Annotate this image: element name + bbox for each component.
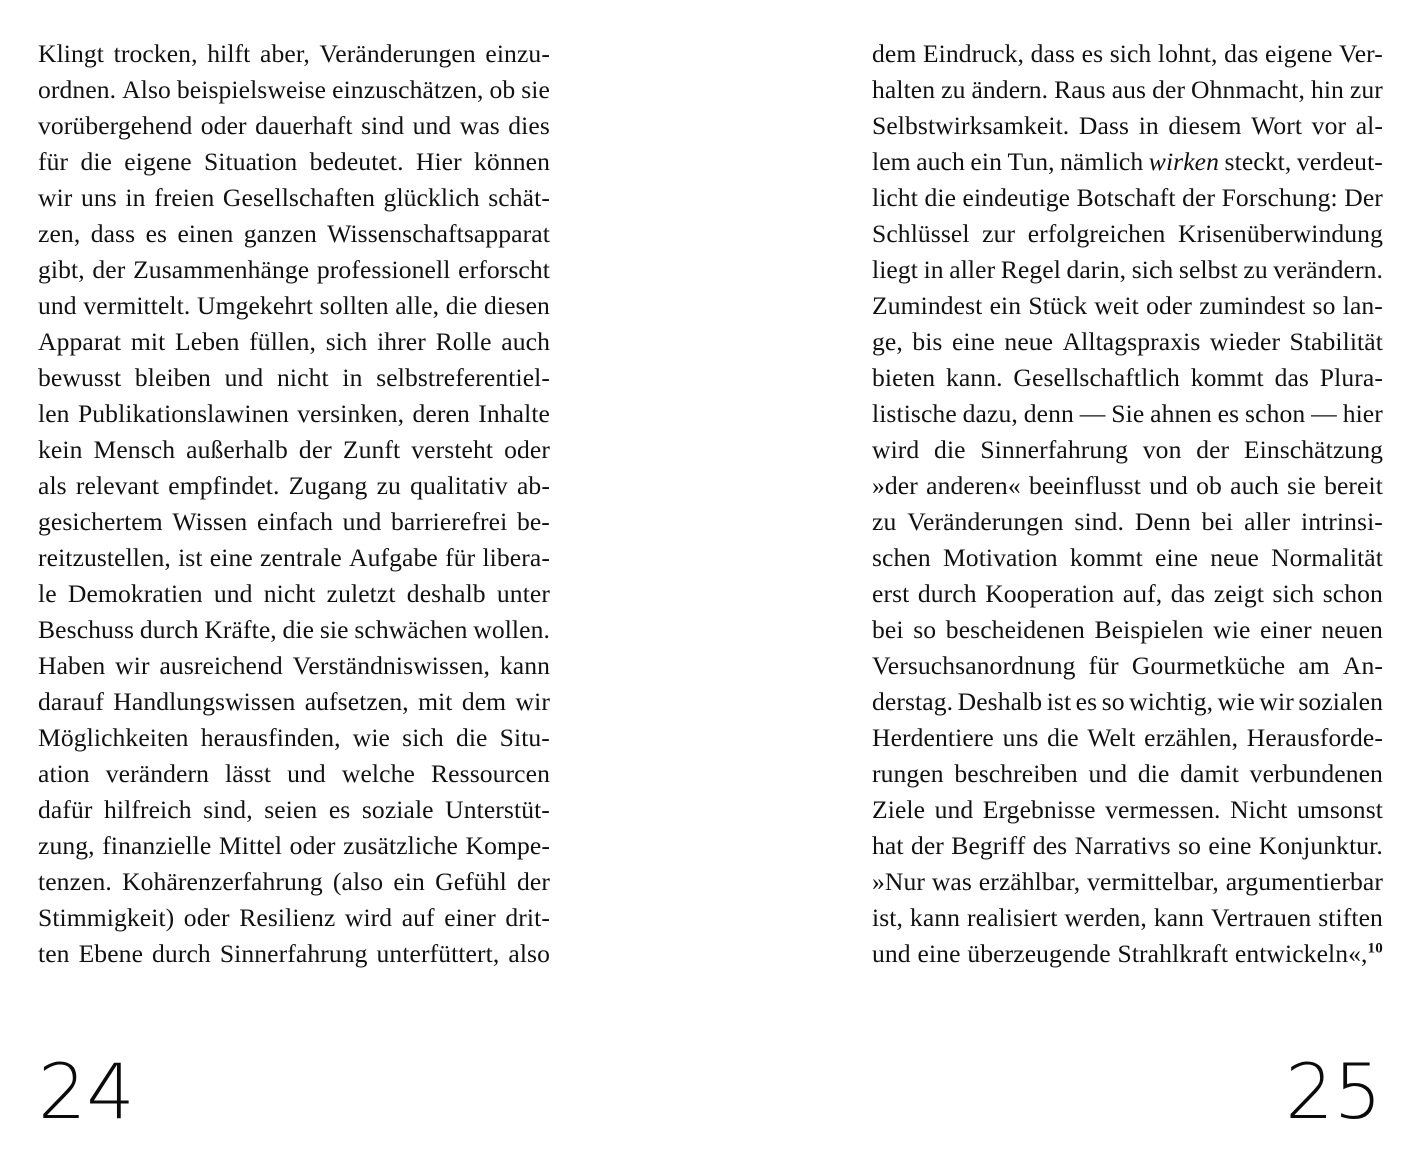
text-line: bei so bescheidenen Beispielen wie einer neuen bbox=[872, 615, 1383, 644]
page-right bbox=[709, 0, 1418, 1152]
text-line: Möglichkeiten herausfinden, wie sich die Situ- bbox=[38, 723, 550, 752]
page-number-right: 25 bbox=[1285, 1047, 1382, 1136]
page-number-left: 24 bbox=[38, 1047, 135, 1136]
text-line: ten Ebene durch Sinnerfahrung unterfüttert, also bbox=[38, 939, 550, 968]
text-line: für die eigene Situation bedeutet. Hier können bbox=[38, 147, 550, 176]
text-line: Ziele und Ergebnisse vermessen. Nicht umsonst bbox=[872, 795, 1383, 824]
text-line: tenzen. Kohärenzerfahrung (also ein Gefühl der bbox=[38, 867, 550, 896]
text-line: zen, dass es einen ganzen Wissenschaftsapparat bbox=[38, 219, 550, 248]
text-line: reitzustellen, ist eine zentrale Aufgabe für libera- bbox=[38, 543, 550, 572]
text-line: Versuchsanordnung für Gourmetküche am An- bbox=[872, 651, 1383, 680]
text-line: darauf Handlungswissen aufsetzen, mit dem wir bbox=[38, 687, 550, 716]
text-line: licht die eindeutige Botschaft der Forschung: Der bbox=[872, 183, 1383, 212]
text-line: hat der Begriff des Narrativs so eine Konjunktur. bbox=[872, 831, 1383, 860]
text-line: len Publikationslawinen versinken, deren Inhalte bbox=[38, 399, 550, 428]
text-line: rungen beschreiben und die damit verbundenen bbox=[872, 759, 1383, 788]
text-line: Schlüssel zur erfolgreichen Krisenüberwindung bbox=[872, 219, 1383, 248]
text-line: »der anderen« beeinflusst und ob auch sie bereit bbox=[872, 471, 1383, 500]
text-line: Haben wir ausreichend Verständniswissen, kann bbox=[38, 651, 550, 680]
text-line: dem Eindruck, dass es sich lohnt, das eigene Ver- bbox=[872, 39, 1383, 68]
text-line: zung, finanzielle Mittel oder zusätzliche Kompe- bbox=[38, 831, 550, 860]
text-line: ordnen. Also beispielsweise einzuschätzen, ob sie bbox=[38, 75, 550, 104]
text-line: Herdentiere uns die Welt erzählen, Herausforde- bbox=[872, 723, 1383, 752]
text-line: wir uns in freien Gesellschaften glücklich schät- bbox=[38, 183, 550, 212]
text-line: listische dazu, denn — Sie ahnen es schon — hier bbox=[872, 399, 1383, 428]
text-line: wird die Sinnerfahrung von der Einschätzung bbox=[872, 435, 1383, 464]
text-line: Zumindest ein Stück weit oder zumindest so lan- bbox=[872, 291, 1383, 320]
text-line: gibt, der Zusammenhänge professionell erforscht bbox=[38, 255, 550, 284]
text-line: Beschuss durch Kräfte, die sie schwächen wollen. bbox=[38, 615, 550, 644]
text-line: le Demokratien und nicht zuletzt deshalb unter bbox=[38, 579, 550, 608]
text-line: schen Motivation kommt eine neue Normalität bbox=[872, 543, 1383, 572]
text-line: kein Mensch außerhalb der Zunft versteht oder bbox=[38, 435, 550, 464]
text-line: Klingt trocken, hilft aber, Veränderungen einzu- bbox=[38, 39, 550, 68]
text-line: Stimmigkeit) oder Resilienz wird auf einer drit- bbox=[38, 903, 550, 932]
text-line: als relevant empfindet. Zugang zu qualitativ ab- bbox=[38, 471, 550, 500]
text-line: vorübergehend oder dauerhaft sind und was dies bbox=[38, 111, 550, 140]
text-column-right bbox=[872, 36, 1383, 972]
text-line: und vermittelt. Umgekehrt sollten alle, die diesen bbox=[38, 291, 550, 320]
text-line: und eine überzeugende Strahlkraft entwickeln«,$^{10}$ bbox=[872, 939, 1383, 968]
text-line: derstag. Deshalb ist es so wichtig, wie wir sozialen bbox=[872, 687, 1383, 716]
text-line: liegt in aller Regel darin, sich selbst zu verändern. bbox=[872, 255, 1383, 284]
text-line: lem auch ein Tun, nämlich wirken steckt, verdeut- bbox=[872, 147, 1383, 176]
text-line: zu Veränderungen sind. Denn bei aller intrinsi- bbox=[872, 507, 1383, 536]
text-line: ge, bis eine neue Alltagspraxis wieder Stabilität bbox=[872, 327, 1383, 356]
text-line: erst durch Kooperation auf, das zeigt sich schon bbox=[872, 579, 1383, 608]
text-line: bieten kann. Gesellschaftlich kommt das Plura- bbox=[872, 363, 1383, 392]
text-line: halten zu ändern. Raus aus der Ohnmacht, hin zur bbox=[872, 75, 1383, 104]
text-line: gesichertem Wissen einfach und barrierefrei be- bbox=[38, 507, 550, 536]
text-line: Apparat mit Leben füllen, sich ihrer Rolle auch bbox=[38, 327, 550, 356]
text-line: dafür hilfreich sind, seien es soziale Unterstüt- bbox=[38, 795, 550, 824]
text-line: ist, kann realisiert werden, kann Vertrauen stiften bbox=[872, 903, 1383, 932]
footnote-marker: 10 bbox=[1367, 940, 1383, 957]
text-line: Selbstwirksamkeit. Dass in diesem Wort vor al- bbox=[872, 111, 1383, 140]
text-line: »Nur was erzählbar, vermittelbar, argumentierbar bbox=[872, 867, 1383, 896]
text-line: ation verändern lässt und welche Ressourcen bbox=[38, 759, 550, 788]
text-line: bewusst bleiben und nicht in selbstreferentiel- bbox=[38, 363, 550, 392]
text-column-left bbox=[38, 36, 550, 972]
